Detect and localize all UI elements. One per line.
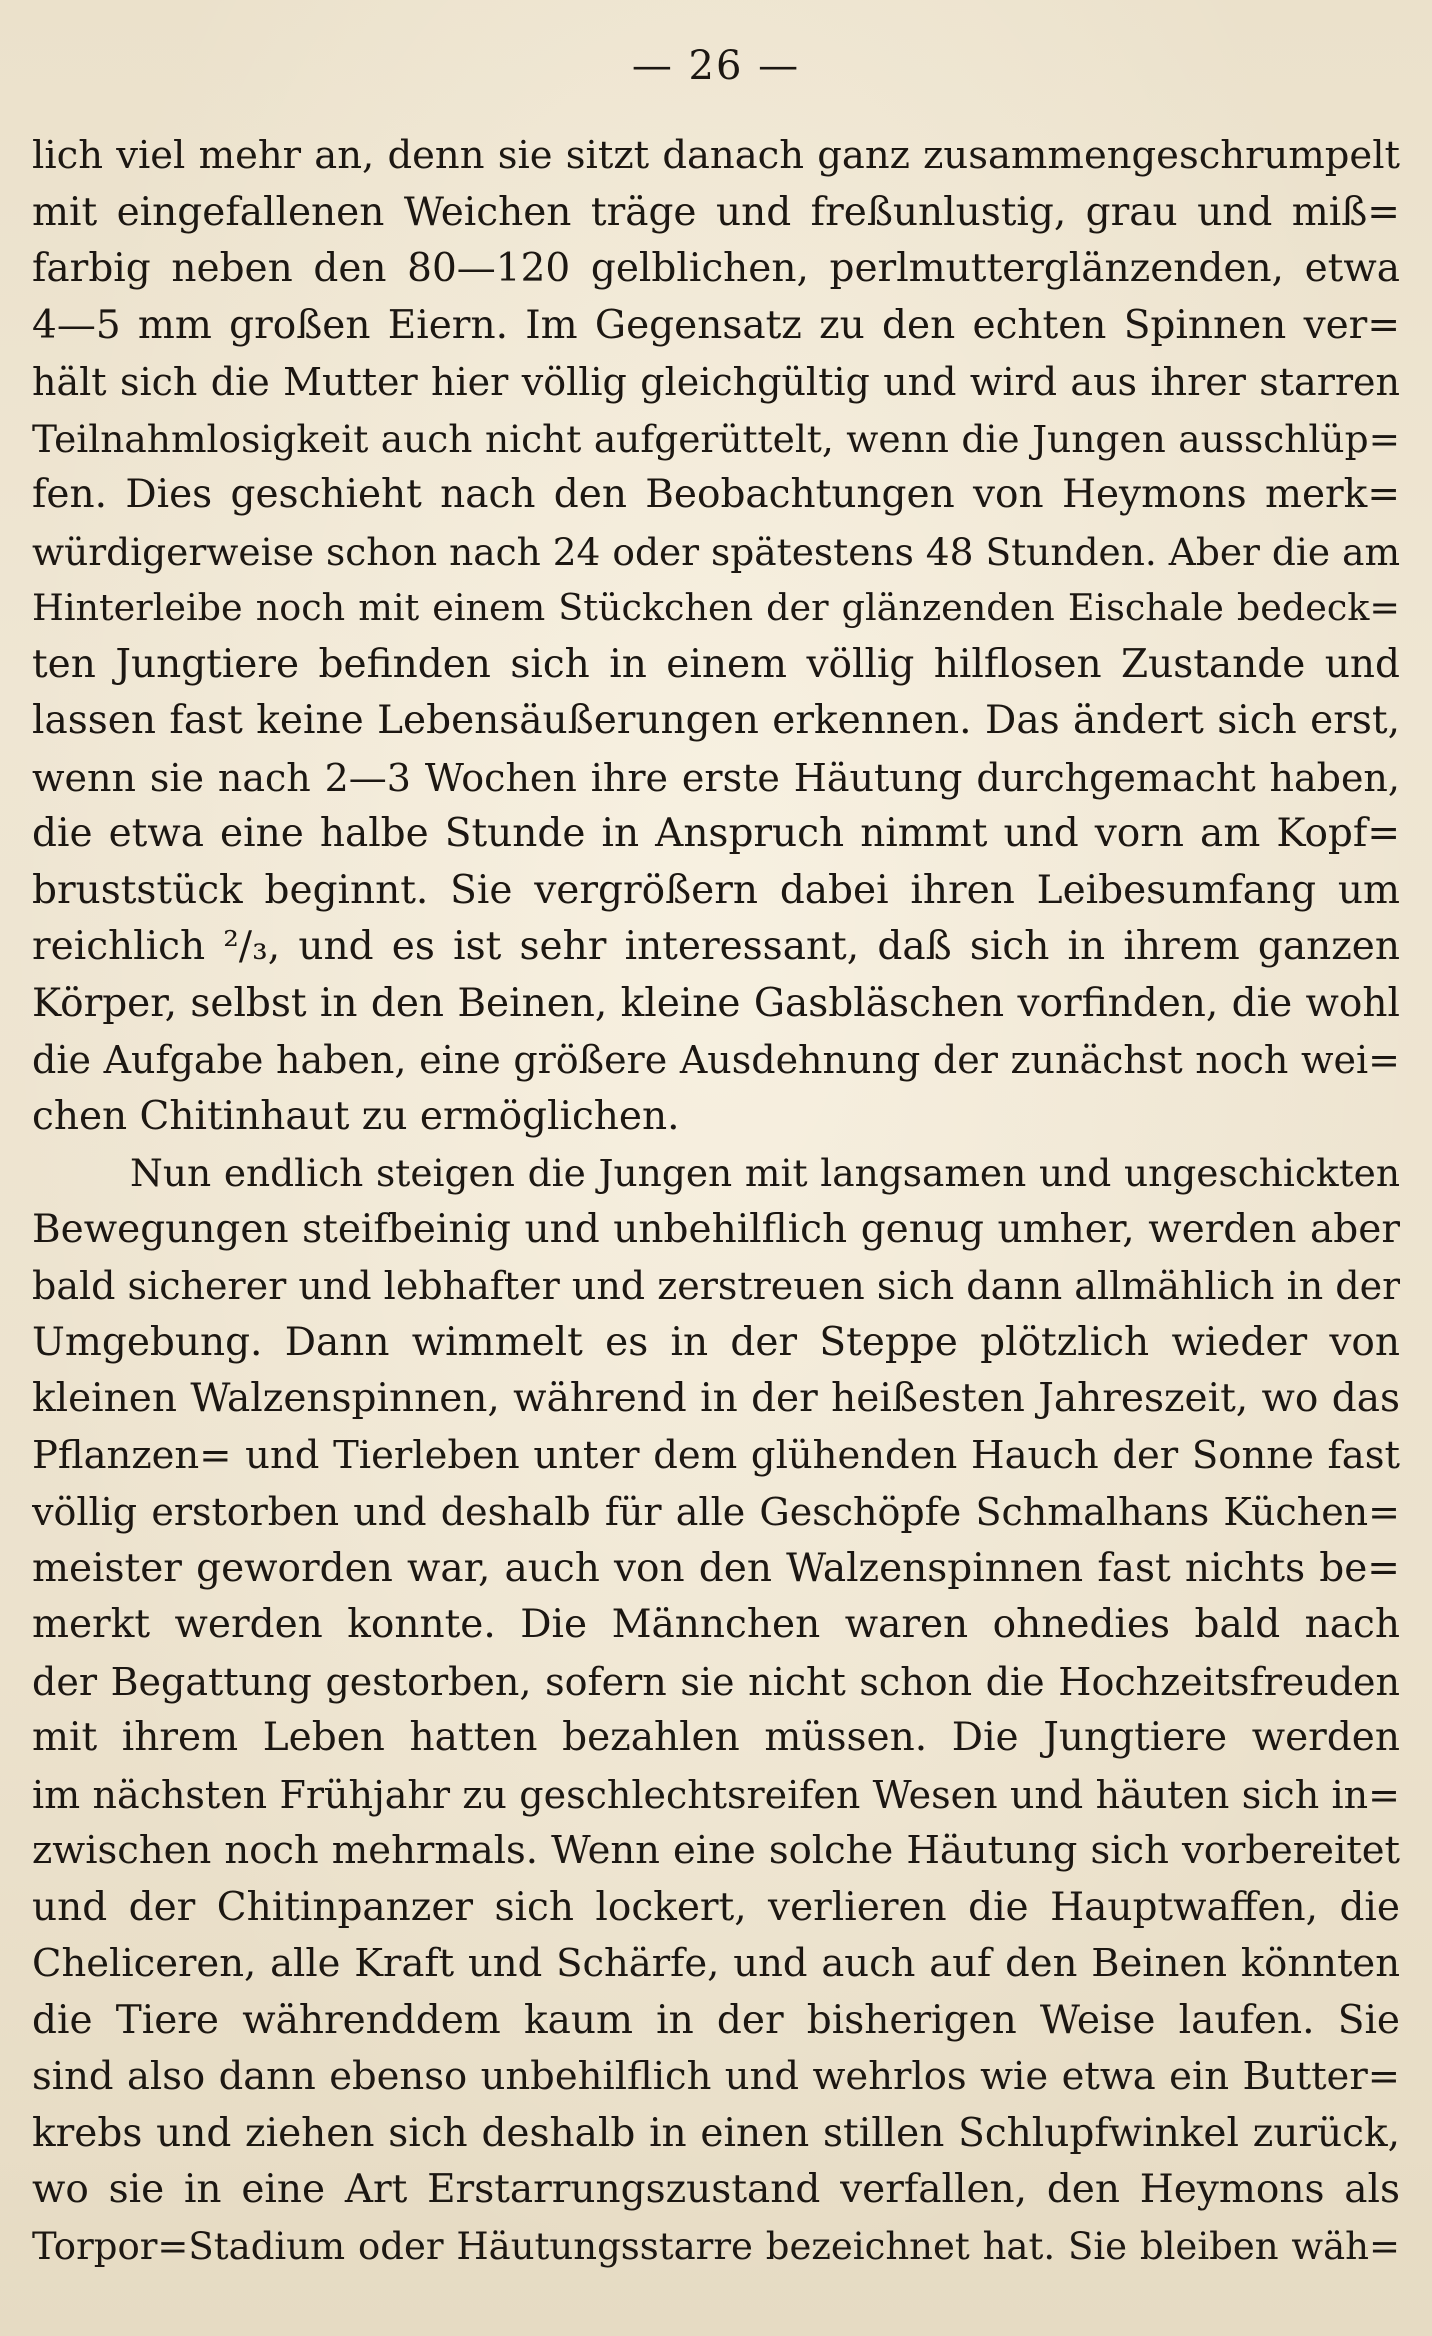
text-line: Pflanzen= und Tierleben unter dem glühenden Hauch der Sonne fast xyxy=(32,1432,1400,1478)
text-line: Umgebung. Dann wimmelt es in der Steppe plötzlich wieder von xyxy=(32,1319,1400,1365)
text-line: Teilnahmlosigkeit auch nicht aufgerüttelt, wenn die Jungen ausschlüp= xyxy=(32,416,1400,461)
text-line: merkt werden konnte. Die Männchen waren ohnedies bald nach xyxy=(32,1602,1400,1647)
text-line: und der Chitinpanzer sich lockert, verlieren die Hauptwaffen, die xyxy=(32,1884,1400,1930)
text-line: 4—5 mm großen Eiern. Im Gegensatz zu den echten Spinnen ver= xyxy=(32,302,1400,348)
text-line: farbig neben den 80—120 gelblichen, perlmutterglänzenden, etwa xyxy=(32,246,1400,291)
text-line: bruststück beginnt. Sie vergrößern dabei ihren Leibesumfang um xyxy=(32,867,1400,913)
body-text xyxy=(32,128,1400,2275)
text-line: kleinen Walzenspinnen, während in der heißesten Jahreszeit, wo das xyxy=(32,1376,1400,1421)
text-line: lich viel mehr an, denn sie sitzt danach ganz zusammengeschrumpelt xyxy=(32,133,1400,178)
text-line: Nun endlich steigen die Jungen mit langsamen und ungeschickten xyxy=(130,1151,1400,1195)
text-line: mit ihrem Leben hatten bezahlen müssen. Die Jungtiere werden xyxy=(32,1715,1400,1760)
text-line: völlig erstorben und deshalb für alle Geschöpfe Schmalhans Küchen= xyxy=(32,1490,1400,1534)
text-line: im nächsten Frühjahr zu geschlechtsreifen Wesen und häuten sich in= xyxy=(32,1772,1400,1817)
text-line: Torpor=Stadium oder Häutungsstarre bezeichnet hat. Sie bleiben wäh= xyxy=(32,2224,1400,2268)
text-line: ten Jungtiere befinden sich in einem völlig hilflosen Zustande und xyxy=(32,641,1400,687)
text-line: reichlich ²/₃, und es ist sehr interessant, daß sich in ihrem ganzen xyxy=(32,924,1400,969)
text-line: die etwa eine halbe Stunde in Anspruch nimmt und vorn am Kopf= xyxy=(32,811,1400,856)
text-line: mit eingefallenen Weichen träge und freßunlustig, grau und miß= xyxy=(32,189,1400,235)
text-line: chen Chitinhaut zu ermöglichen. xyxy=(32,1093,680,1139)
text-line: Körper, selbst in den Beinen, kleine Gasbläschen vorfinden, die wohl xyxy=(32,980,1400,1026)
text-line: Cheliceren, alle Kraft und Schärfe, und auch auf den Beinen könnten xyxy=(32,1941,1400,1986)
text-line: wo sie in eine Art Erstarrungszustand verfallen, den Heymons als xyxy=(32,2167,1400,2212)
text-line: wenn sie nach 2—3 Wochen ihre erste Häutung durchgemacht haben, xyxy=(32,755,1400,800)
text-line: krebs und ziehen sich deshalb in einen stillen Schlupfwinkel zurück, xyxy=(32,2110,1400,2156)
text-line: meister geworden war, auch von den Walzenspinnen fast nichts be= xyxy=(32,1545,1400,1591)
text-line: fen. Dies geschieht nach den Beobachtungen von Heymons merk= xyxy=(32,472,1400,517)
text-line: würdigerweise schon nach 24 oder spätestens 48 Stunden. Aber die am xyxy=(32,529,1400,574)
text-line: sind also dann ebenso unbehilflich und wehrlos wie etwa ein Butter= xyxy=(32,2054,1400,2099)
text-line: Hinterleibe noch mit einem Stückchen der glänzenden Eischale bedeck= xyxy=(32,586,1400,629)
text-line: die Aufgabe haben, eine größere Ausdehnung der zunächst noch wei= xyxy=(32,1038,1400,1082)
text-line: bald sicherer und lebhafter und zerstreuen sich dann allmählich in der xyxy=(32,1264,1400,1308)
text-line: die Tiere währenddem kaum in der bisherigen Weise laufen. Sie xyxy=(32,1997,1400,2043)
page-number: — 26 — xyxy=(631,43,801,89)
text-line: Bewegungen steifbeinig und unbehilflich genug umher, werden aber xyxy=(32,1206,1400,1252)
text-line: zwischen noch mehrmals. Wenn eine solche Häutung sich vorbereitet xyxy=(32,1828,1400,1873)
text-line: lassen fast keine Lebensäußerungen erkennen. Das ändert sich erst, xyxy=(32,698,1400,743)
text-line: hält sich die Mutter hier völlig gleichgültig und wird aus ihrer starren xyxy=(32,360,1400,404)
text-line: der Begattung gestorben, sofern sie nicht schon die Hochzeitsfreuden xyxy=(32,1659,1400,1704)
